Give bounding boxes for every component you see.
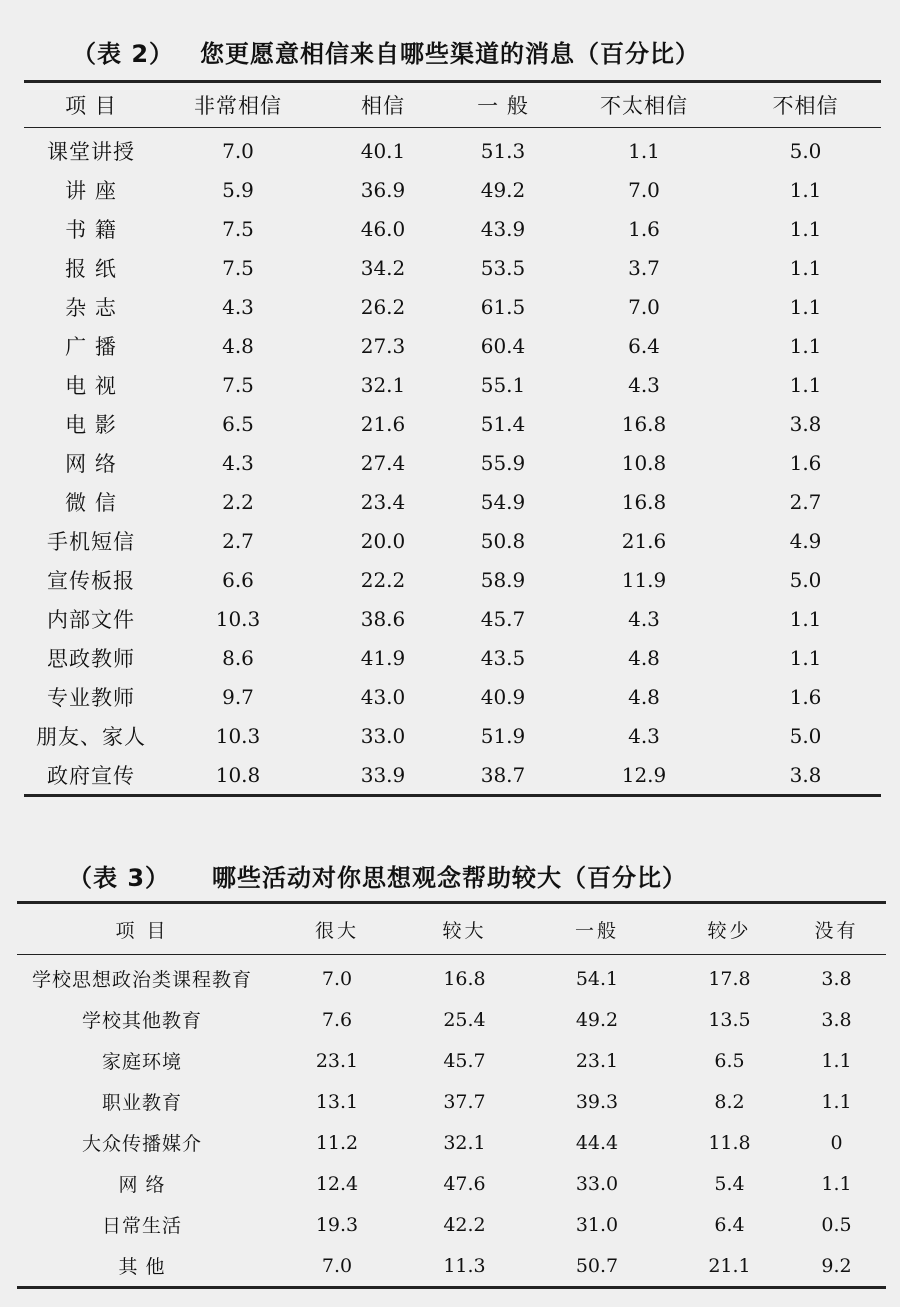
column-header: 较大 [407,903,522,955]
table2 [24,80,881,797]
table-cell: 55.1 [480,372,526,397]
table-cell: 7.0 [321,1254,353,1277]
column-header: 非常相信 [158,82,318,128]
row-label: 学校思想政治类课程教育 [31,969,252,991]
table-cell: 11.3 [443,1254,486,1277]
table-cell: 51.4 [480,411,526,436]
table3-header-row [17,903,886,955]
column-header: 没有 [787,903,886,955]
table-cell: 1.1 [789,216,822,241]
table-cell: 4.8 [628,684,660,709]
table-cell: 5.9 [222,177,254,202]
table-cell: 0.5 [821,1213,852,1236]
table-cell: 13.5 [708,1008,751,1031]
table-cell: 7.0 [628,177,660,202]
table-cell: 33.0 [575,1172,619,1195]
table-cell: 9.7 [222,684,254,709]
row-label: 宣传板报 [47,568,135,593]
table-cell: 23.4 [360,489,406,514]
table-row [24,443,881,482]
table-cell: 1.1 [789,372,822,397]
table-cell: 39.3 [575,1090,619,1113]
column-header: 很大 [267,903,407,955]
table-cell: 45.7 [443,1049,486,1072]
table2-header-row [24,82,881,128]
table-cell: 1.1 [789,177,822,202]
row-label: 思政教师 [47,646,135,671]
table-cell: 33.0 [360,723,406,748]
table-cell: 50.8 [480,528,526,553]
table-cell: 2.7 [789,489,822,514]
table-row [24,677,881,716]
table-cell: 10.3 [215,723,261,748]
table-cell: 10.3 [215,606,261,631]
table-cell: 50.7 [575,1254,619,1277]
table-cell: 6.6 [222,567,254,592]
table-row [24,404,881,443]
table-cell: 21.6 [621,528,667,553]
table-cell: 43.9 [480,216,526,241]
table-cell: 53.5 [480,255,526,280]
table-cell: 7.0 [321,967,353,990]
table-cell: 34.2 [360,255,406,280]
table-cell: 2.2 [222,489,254,514]
table-cell: 1.6 [628,216,660,241]
table-cell: 2.7 [222,528,254,553]
table-row [24,521,881,560]
table-row [24,755,881,796]
table-cell: 4.3 [628,723,660,748]
table-cell: 27.4 [360,450,406,475]
table-cell: 1.1 [821,1172,852,1195]
table-cell: 1.6 [789,684,822,709]
row-label: 其 他 [118,1256,166,1278]
table-cell: 19.3 [315,1213,359,1236]
table-row [17,1040,886,1081]
table-cell: 27.3 [360,333,406,358]
table-row [24,638,881,677]
table-row [17,1081,886,1122]
table-cell: 5.0 [789,723,822,748]
table-cell: 41.9 [360,645,406,670]
table-row [24,599,881,638]
table-cell: 55.9 [480,450,526,475]
row-label: 课堂讲授 [47,139,135,164]
table-cell: 7.5 [222,255,254,280]
table-row [17,999,886,1040]
table-row [24,170,881,209]
table-cell: 21.1 [708,1254,751,1277]
table-cell: 17.8 [708,967,751,990]
table-cell: 42.2 [443,1213,486,1236]
table-row [17,1122,886,1163]
row-label: 专业教师 [47,685,135,710]
table-cell: 23.1 [575,1049,619,1072]
row-label: 书 籍 [65,217,117,242]
table-cell: 49.2 [480,177,526,202]
table-cell: 3.8 [789,762,822,787]
row-label: 微 信 [65,490,117,515]
table3 [17,901,886,1289]
table2-caption [0,34,900,69]
table-row [24,326,881,365]
table-cell: 3.8 [789,411,822,436]
table-cell: 4.8 [628,645,660,670]
table-cell: 44.4 [575,1131,619,1154]
table-cell: 22.2 [360,567,406,592]
column-header: 项 目 [17,903,267,955]
table-cell: 32.1 [360,372,406,397]
column-header: 较少 [672,903,787,955]
column-header: 不相信 [730,82,881,128]
table-cell: 1.1 [789,294,822,319]
table-row [17,1163,886,1204]
table-cell: 46.0 [360,216,406,241]
table-cell: 26.2 [360,294,406,319]
table-cell: 60.4 [480,333,526,358]
table3-title: 哪些活动对你思想观念帮助较大（百分比） [212,864,687,892]
column-header: 相信 [318,82,448,128]
table-cell: 7.5 [222,216,254,241]
table-cell: 45.7 [480,606,526,631]
table-cell: 1.1 [789,333,822,358]
table-cell: 13.1 [315,1090,359,1113]
table2-number: （表 2） [72,40,175,68]
table-row [24,287,881,326]
table-cell: 20.0 [360,528,406,553]
table-cell: 16.8 [621,411,667,436]
table-cell: 4.3 [628,606,660,631]
table-cell: 33.9 [360,762,406,787]
table-cell: 6.5 [714,1049,745,1072]
table-row [24,560,881,599]
table-cell: 40.1 [360,138,406,163]
table-row [24,365,881,404]
table-cell: 38.7 [480,762,526,787]
column-header: 一 般 [448,82,558,128]
table3-caption [0,858,900,893]
table-cell: 4.8 [222,333,254,358]
table-cell: 31.0 [575,1213,619,1236]
table-cell: 0 [830,1131,843,1154]
table-cell: 1.1 [821,1090,852,1113]
table-cell: 7.0 [222,138,254,163]
table-cell: 1.1 [821,1049,852,1072]
table-cell: 32.1 [443,1131,486,1154]
table-cell: 12.4 [315,1172,359,1195]
table-row [24,209,881,248]
table-cell: 58.9 [480,567,526,592]
table-row [24,128,881,171]
table-cell: 38.6 [360,606,406,631]
table2-title: 您更愿意相信来自哪些渠道的消息（百分比） [200,40,700,68]
table-cell: 5.0 [789,567,822,592]
table-cell: 37.7 [443,1090,486,1113]
table-cell: 5.4 [714,1172,745,1195]
row-label: 杂 志 [65,295,117,320]
table-cell: 7.5 [222,372,254,397]
table-cell: 36.9 [360,177,406,202]
row-label: 电 影 [65,412,117,437]
row-label: 广 播 [65,334,117,359]
row-label: 朋友、家人 [36,724,146,749]
row-label: 职业教育 [101,1092,182,1114]
row-label: 家庭环境 [101,1051,182,1073]
table-cell: 21.6 [360,411,406,436]
table-cell: 8.6 [222,645,254,670]
table-cell: 49.2 [575,1008,619,1031]
table-row [24,716,881,755]
table-cell: 5.0 [789,138,822,163]
table-cell: 40.9 [480,684,526,709]
table-cell: 4.3 [222,450,254,475]
table-cell: 11.8 [708,1131,751,1154]
table-cell: 51.9 [480,723,526,748]
table-cell: 51.3 [480,138,526,163]
row-label: 政府宣传 [47,763,135,788]
column-header: 项 目 [24,82,158,128]
row-label: 电 视 [65,373,117,398]
table-row [24,482,881,521]
row-label: 网 络 [65,451,117,476]
table3-number: （表 3） [68,864,171,892]
table-cell: 8.2 [714,1090,745,1113]
table-row [17,1204,886,1245]
table-cell: 16.8 [621,489,667,514]
row-label: 学校其他教育 [81,1010,202,1032]
row-label: 日常生活 [101,1215,182,1237]
row-label: 内部文件 [47,607,135,632]
table-cell: 4.3 [222,294,254,319]
table-cell: 1.1 [628,138,660,163]
table-cell: 9.2 [821,1254,852,1277]
table-cell: 16.8 [443,967,486,990]
table-cell: 25.4 [443,1008,486,1031]
row-label: 报 纸 [65,256,117,281]
table-cell: 23.1 [315,1049,359,1072]
table-cell: 6.4 [714,1213,745,1236]
table-cell: 1.1 [789,255,822,280]
table-cell: 6.4 [628,333,660,358]
table-cell: 6.5 [222,411,254,436]
row-label: 网 络 [118,1174,166,1196]
column-header: 一般 [522,903,672,955]
table-cell: 43.5 [480,645,526,670]
column-header: 不太相信 [558,82,730,128]
table-cell: 11.9 [621,567,667,592]
table-cell: 10.8 [215,762,261,787]
table-row [24,248,881,287]
row-label: 讲 座 [65,178,117,203]
table-cell: 1.1 [789,645,822,670]
table-cell: 4.9 [789,528,822,553]
table-cell: 47.6 [443,1172,486,1195]
table-row [17,955,886,1000]
row-label: 手机短信 [47,529,135,554]
table-cell: 4.3 [628,372,660,397]
table-cell: 3.8 [821,967,852,990]
table-cell: 7.6 [321,1008,353,1031]
table-row [17,1245,886,1288]
row-label: 大众传播媒介 [81,1133,202,1155]
table-cell: 1.1 [789,606,822,631]
table-cell: 10.8 [621,450,667,475]
table-cell: 12.9 [621,762,667,787]
table-cell: 3.8 [821,1008,852,1031]
table-cell: 7.0 [628,294,660,319]
table-cell: 43.0 [360,684,406,709]
table-cell: 3.7 [628,255,660,280]
table-cell: 54.9 [480,489,526,514]
table-cell: 54.1 [575,967,619,990]
table-cell: 61.5 [480,294,526,319]
table-cell: 1.6 [789,450,822,475]
table-cell: 11.2 [315,1131,359,1154]
